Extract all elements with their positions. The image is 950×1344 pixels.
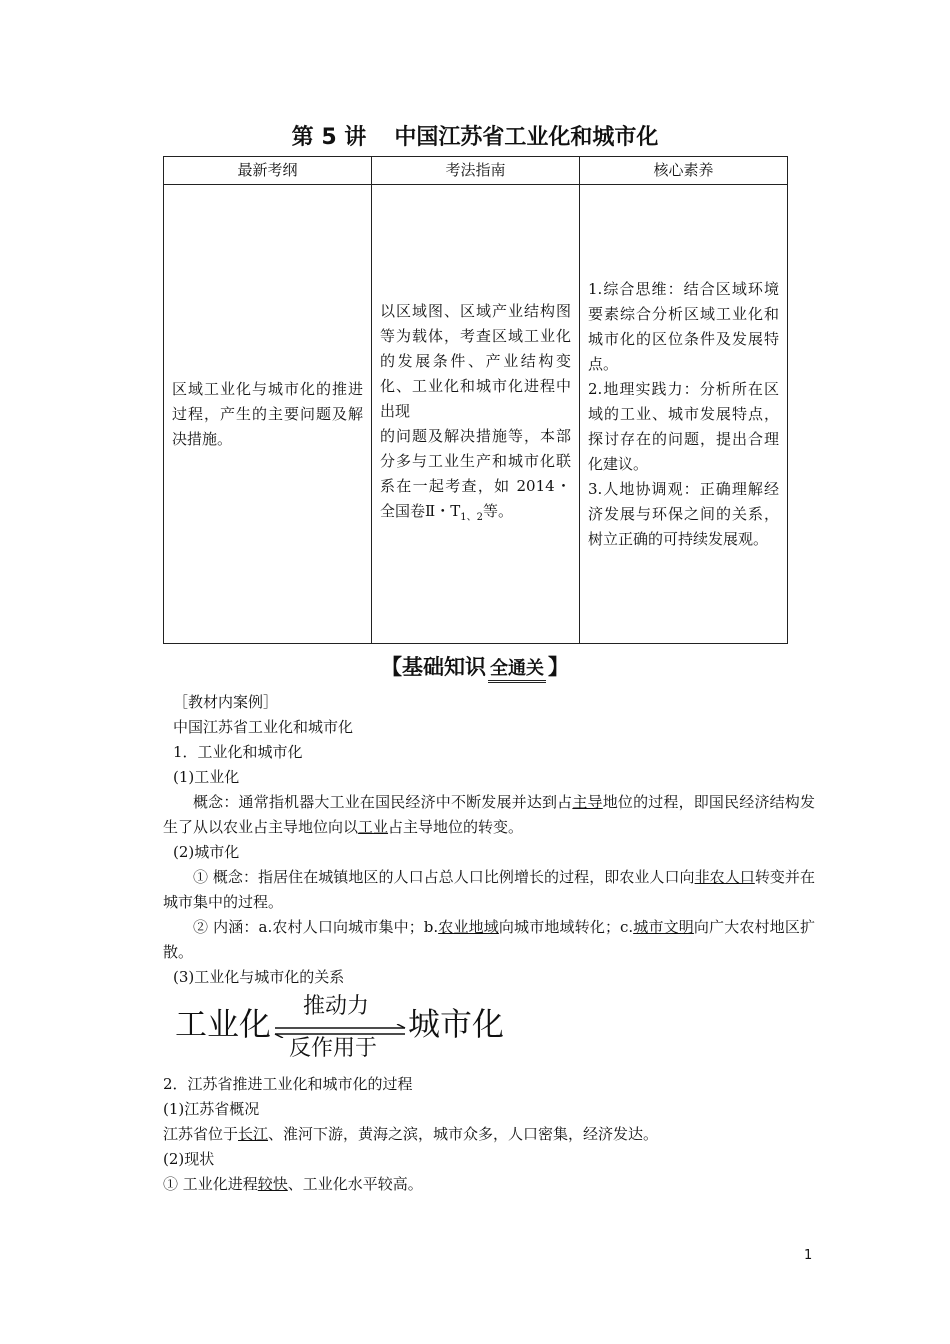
lesson-title: 中国江苏省工业化和城市化 (394, 125, 659, 150)
urbanization-connotation: ② 内涵：a.农村人口向城市集中；b.农业地域向城市地域转化；c.城市文明向广大农村地区扩散。 (163, 918, 815, 961)
flow-down: 反作用于 (289, 1036, 378, 1061)
syllabus-table (163, 156, 788, 644)
flow-left: 工业化 (175, 1005, 272, 1043)
section-banner: 【基础知识 全通关 】 (0, 651, 950, 683)
industrialization-concept: 概念：通常指机器大工业在国民经济中不断发展并达到占主导地位的过程，即国民经济结构发生了从以农业占主导地位向以工业占主导地位的转变。 (163, 793, 815, 836)
header-exam-guide: 考法指南 (372, 157, 580, 185)
cell-syllabus: 区域工业化与城市化的推进过程，产生的主要问题及解决措施。 (164, 185, 372, 644)
current-status: ① 工业化进程较快、工业化水平较高。 (163, 1175, 423, 1193)
flow-up: 推动力 (303, 994, 370, 1019)
header-core-literacy: 核心素养 (580, 157, 788, 185)
relationship-diagram (163, 994, 815, 1072)
header-latest-syllabus: 最新考纲 (164, 157, 372, 185)
banner-badge: 全通关 (488, 654, 546, 683)
content: ［教材内案例］ 中国江苏省工业化和城市化 1．工业化和城市化 (1)工业化 概念：通常指机器大工业在国民经济中不断发展并达到占主导地位的过程，即国民经济结构发生了从以农业占主导地位向以工业占主导地位的转变。 (2)城市化 ① 概念：指居住在城镇地区的人口占总人口比例增长的过程，即农业人口向非农人口转变并在城市集中的过程。 ② 内涵：a.农村人口向城市集中；b.农业地域向城市地域转化；c.城市文明向广大农村地区扩散。 (3)工业化与城市化的关系 工业化 推动力 反作用于 城市化 2．江苏省推进工业化和城市化的过程 (1)江苏省概况 江苏省位于长江、淮河下游，黄海之滨，城市众多，人口密集，经济发达。 (2)现状 ① 工业化进程较快、工业化水平较高。 (163, 690, 815, 1197)
page-title (0, 120, 950, 151)
cell-exam-guide: 以区域图、区域产业结构图等为载体，考查区域工业化的发展条件、产业结构变化、工业化和城市化进程中出现 的问题及解决措施等，本部分多与工业生产和城市化联系在一起考查，如 2014・全国卷Ⅱ・$T_{1、2}$等。 (372, 185, 580, 644)
jiangsu-overview: 江苏省位于长江、淮河下游，黄海之滨，城市众多，人口密集，经济发达。 (163, 1125, 659, 1143)
page-number: 1 (804, 1248, 813, 1263)
lesson-number: 第 5 讲 (291, 125, 367, 150)
cell-core-literacy: 1.综合思维：结合区域环境要素综合分析区域工业化和城市化的区位条件及发展特点。 2.地理实践力：分析所在区域的工业、城市发展特点，探讨存在的问题，提出合理化建议。 3.人地协调观：正确理解经济发展与环保之间的关系，树立正确的可持续发展观。 (580, 185, 788, 644)
flow-right: 城市化 (408, 1005, 505, 1043)
urbanization-concept: ① 概念：指居住在城镇地区的人口占总人口比例增长的过程，即农业人口向非农人口转变并在城市集中的过程。 (163, 868, 815, 911)
